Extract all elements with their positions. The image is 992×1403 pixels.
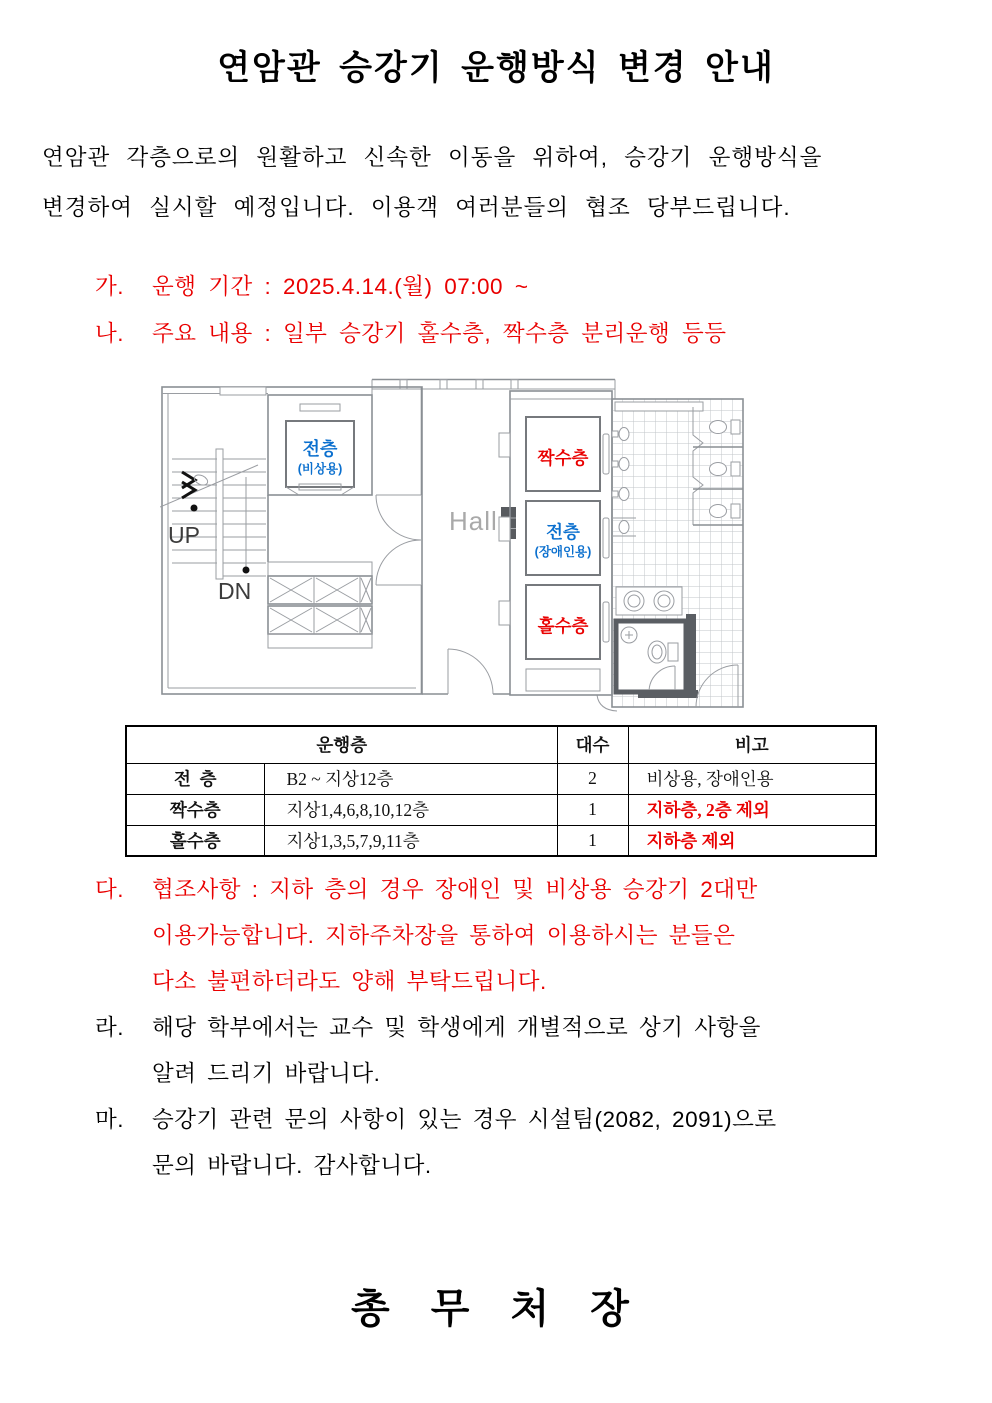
- row-count: 1: [557, 825, 628, 856]
- table-header-row: [126, 726, 876, 763]
- elevator-odd-label: 홀수층: [537, 616, 589, 636]
- notice-items-bottom: [95, 867, 992, 1189]
- right-elevator-bank: [499, 391, 612, 695]
- row-count: 2: [557, 763, 628, 794]
- hall-label: Hall: [449, 506, 498, 536]
- item-da: [95, 867, 992, 1005]
- item-ga: [95, 263, 992, 310]
- elevator-all-sublabel: (장애인용): [534, 545, 592, 559]
- row-floors: 지상1,4,6,8,10,12층: [264, 794, 557, 825]
- item-ma: [95, 1097, 992, 1189]
- item-ra-line-2: 알려 드리기 바랍니다.: [152, 1061, 381, 1086]
- row-note: 비상용, 장애인용: [628, 763, 876, 794]
- row-floors: B2 ~ 지상12층: [264, 763, 557, 794]
- table-row-even-floors: [126, 794, 876, 825]
- page-title: 연암관 승강기 운행방식 변경 안내: [217, 49, 775, 87]
- table-row-all-floors: [126, 763, 876, 794]
- col-header-count: 대수: [557, 726, 628, 763]
- service-shafts: [268, 495, 372, 648]
- row-name: 홀수층: [126, 825, 264, 856]
- floor-plan: [160, 377, 745, 712]
- item-na-marker: 나.: [95, 321, 124, 346]
- item-ra: [95, 1005, 992, 1097]
- elevator-emergency: [268, 395, 372, 495]
- item-da-line-3: 다소 불편하더라도 양해 부탁드립니다.: [152, 969, 547, 994]
- table-row-odd-floors: [126, 825, 876, 856]
- item-ga-text: 운행 기간 : 2025.4.14.(월) 07:00 ~: [152, 274, 529, 299]
- item-ma-line-1: 승강기 관련 문의 사항이 있는 경우 시설팀(2082, 2091)으로: [152, 1107, 777, 1132]
- intro-line-1: 연암관 각층으로의 원활하고 신속한 이동을 위하여, 승강기 운행방식을: [42, 145, 823, 170]
- item-ra-line-1: 해당 학부에서는 교수 및 학생에게 개별적으로 상기 사항을: [152, 1015, 761, 1040]
- item-ga-marker: 가.: [95, 274, 124, 299]
- stairs-dn-label: DN: [218, 578, 252, 604]
- row-note: 지하층, 2층 제외: [628, 794, 876, 825]
- item-da-line-2: 이용가능합니다. 지하주차장을 통하여 이용하시는 분들은: [152, 923, 736, 948]
- row-floors: 지상1,3,5,7,9,11층: [264, 825, 557, 856]
- floor-plan-figure: [160, 377, 745, 712]
- stairs-up-label: UP: [168, 522, 200, 548]
- elevator-even-label: 짝수층: [537, 448, 589, 468]
- elevator-emergency-sublabel: (비상용): [297, 462, 343, 476]
- bathroom: [612, 399, 743, 707]
- col-header-floors: 운행층: [126, 726, 557, 763]
- signature: 총 무 처 장: [351, 1287, 641, 1331]
- item-na-text: 주요 내용 : 일부 승강기 홀수층, 짝수층 분리운행 등등: [152, 321, 727, 346]
- stairs: [160, 449, 266, 604]
- dark-wall-segment: [638, 690, 698, 698]
- item-na: [95, 310, 992, 357]
- hall-double-doors: [376, 387, 422, 694]
- intro-paragraph: [42, 133, 962, 233]
- hall-top-wall: [372, 380, 615, 400]
- intro-line-2: 변경하여 실시할 예정입니다. 이용객 여러분들의 협조 당부드립니다.: [42, 195, 791, 220]
- accessible-wc-room: [616, 621, 686, 692]
- row-count: 1: [557, 794, 628, 825]
- elevator-emergency-label: 전층: [302, 439, 338, 459]
- row-name: 짝수층: [126, 794, 264, 825]
- col-header-note: 비고: [628, 726, 876, 763]
- notice-items-top: [95, 263, 992, 357]
- item-ra-marker: 라.: [95, 1015, 124, 1040]
- item-ma-line-2: 문의 바랍니다. 감사합니다.: [152, 1153, 432, 1178]
- item-da-marker: 다.: [95, 877, 124, 902]
- operation-table: [125, 725, 877, 857]
- item-da-line-1: 협조사항 : 지하 층의 경우 장애인 및 비상용 승강기 2대만: [152, 877, 758, 902]
- row-name: 전 층: [126, 763, 264, 794]
- sink-counter: [616, 587, 682, 615]
- item-ma-marker: 마.: [95, 1107, 124, 1132]
- row-note: 지하층 제외: [628, 825, 876, 856]
- elevator-all-label: 전층: [546, 522, 580, 542]
